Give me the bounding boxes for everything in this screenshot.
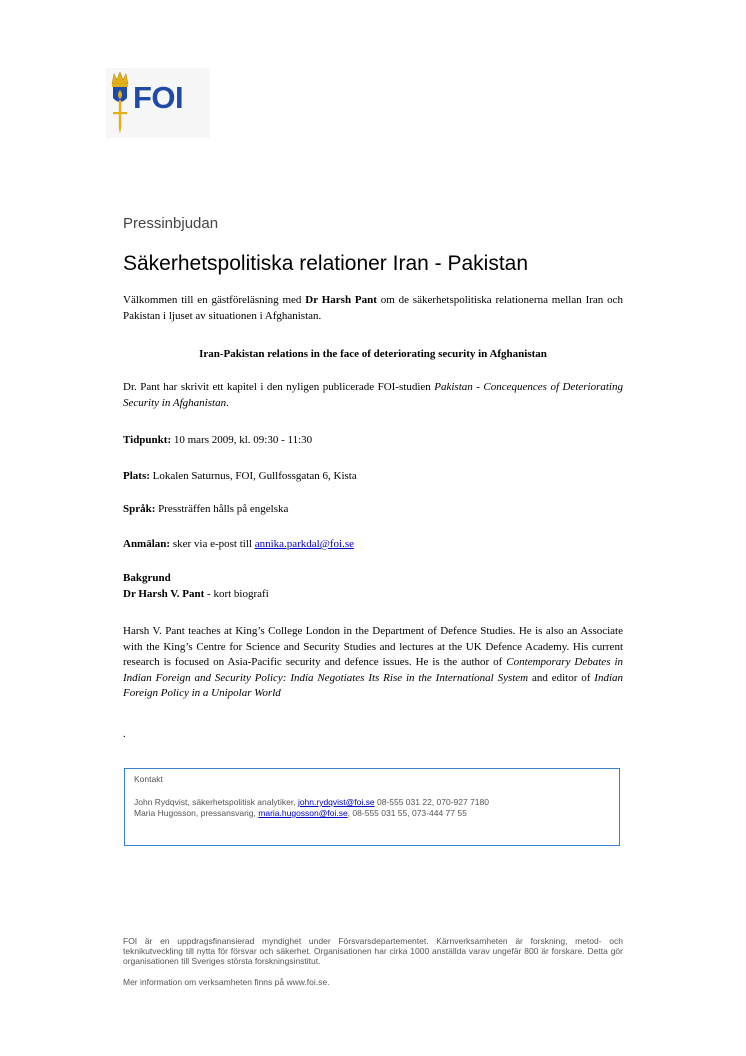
time-value: 10 mars 2009, kl. 09:30 - 11:30 (171, 434, 313, 446)
lecture-title: Iran-Pakistan relations in the face of deteriorating security in Afghanistan (199, 348, 547, 360)
time-line (123, 433, 623, 449)
place-value: Lokalen Saturnus, FOI, Gullfossgatan 6, Kista (149, 470, 357, 482)
contact-1-phone: 08-555 031 22, 070-927 7180 (374, 797, 489, 807)
book-title-1: Contemporary Debates in Indian Foreign and Security Policy: India Negotiates Its Rise in the International System (123, 656, 623, 684)
bio-paragraph (123, 624, 623, 702)
chapter-text: Dr. Pant har skrivit ett kapitel i den nyligen publicerade FOI-studien (123, 381, 435, 393)
background-heading: Bakgrund (123, 572, 171, 584)
contact-line-2 (134, 808, 467, 818)
bio-suffix: - kort biografi (204, 588, 269, 600)
study-title: Pakistan - Concequences of Deteriorating Security in Afghanistan (123, 381, 623, 409)
logo-text: FOI (133, 80, 184, 115)
place-line (123, 469, 623, 485)
registration-label: Anmälan: (123, 538, 171, 550)
contact-1-text: John Rydqvist, säkerhetspolitisk analytiker, (134, 797, 298, 807)
language-label: Språk: (123, 503, 156, 515)
bio-text: Harsh V. Pant teaches at King’s College London in the Department of Defence Studies. He is also an Associate with the King’s Centre for Science and Security Studies and lectures at the UK Defence Academy. His current research is focused on Asia-Pacific security and defence issues. He is the author of (123, 625, 623, 668)
intro-paragraph (123, 293, 623, 324)
bio-text-cont: and editor of (528, 671, 595, 684)
contact-2-email-link[interactable]: maria.hugosson@foi.se (258, 808, 348, 818)
contact-1-email-link[interactable]: john.rydqvist@foi.se (297, 797, 375, 807)
contact-box (124, 768, 620, 846)
registration-line (123, 537, 623, 553)
registration-value: sker via e-post till (170, 538, 255, 550)
document-type: Pressinbjudan (123, 215, 219, 232)
contact-line-1 (134, 797, 489, 807)
intro-text-cont: om de säkerhetspolitiska relationerna mellan Iran och Pakistan i ljuset av situationen i Afghanistan. (123, 294, 623, 322)
language-line (123, 502, 623, 518)
registration-email-link[interactable]: annika.parkdal@foi.se (254, 538, 355, 550)
chapter-paragraph (123, 380, 623, 411)
bio-name: Dr Harsh V. Pant (123, 588, 205, 600)
language-value: Pressträffen hålls på engelska (155, 503, 289, 515)
footer-about: FOI är en uppdragsfinansierad myndighet under Försvarsdepartementet. Kärnverksamheten är forskning, metod- och teknikutveckling till nytta för försvar och säkerhet. Organisationen har cirka 1000 anställda varav ungefär 800 är forskare. Detta gör organisationen till Sveriges största forskningsinstitut. (123, 936, 623, 966)
contact-2-text: Maria Hugosson, pressansvarig, (134, 808, 259, 818)
stray-dot: . (123, 728, 126, 740)
chapter-text-end: . (226, 396, 229, 409)
foi-logo (106, 68, 210, 138)
book-title-2: Indian Foreign Policy in a Unipolar World (123, 671, 624, 699)
footer-more-info: Mer information om verksamheten finns på www.foi.se. (123, 977, 330, 987)
contact-2-phone: , 08-555 031 55, 073-444 77 55 (347, 808, 467, 818)
page-title: Säkerhetspolitiska relationer Iran - Pakistan (123, 252, 529, 275)
speaker-name: Dr Harsh Pant (305, 294, 377, 306)
contact-heading: Kontakt (134, 774, 163, 784)
intro-text: Välkommen till en gästföreläsning med (123, 294, 306, 306)
bio-heading (123, 587, 623, 603)
time-label: Tidpunkt: (123, 434, 172, 446)
place-label: Plats: (123, 470, 150, 482)
